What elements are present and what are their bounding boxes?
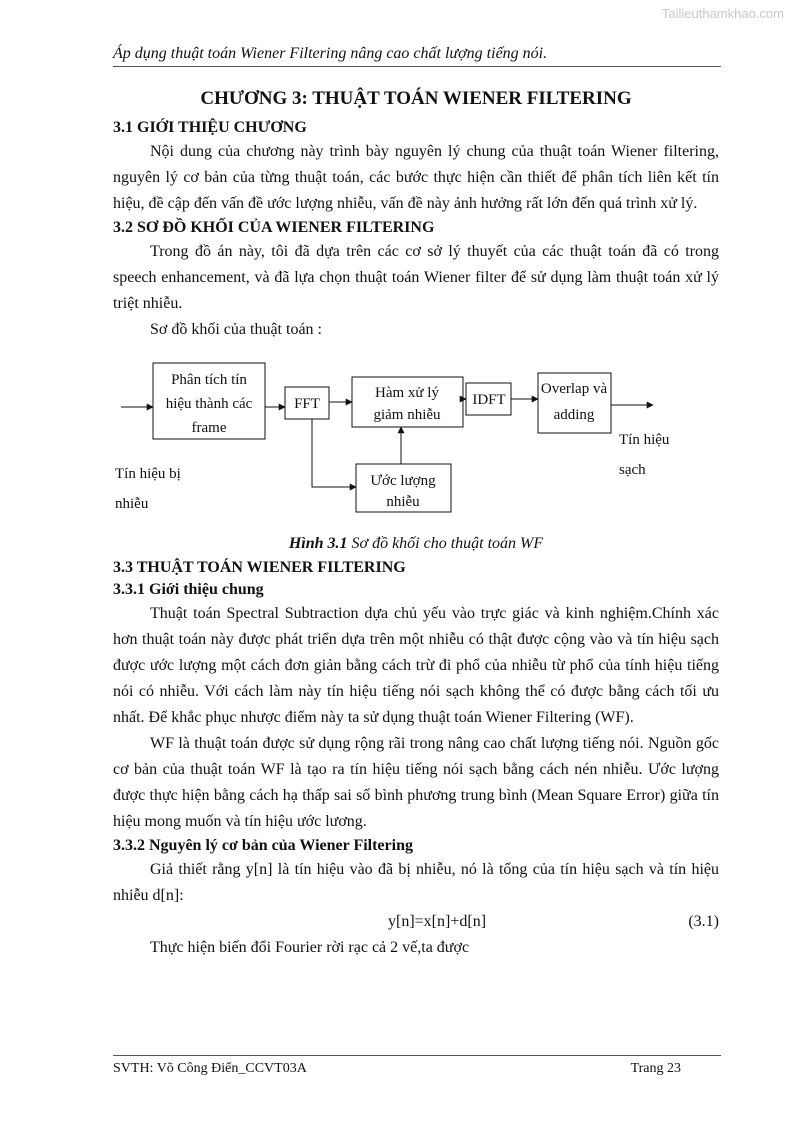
running-header: Áp dụng thuật toán Wiener Filtering nâng cao chất lượng tiếng nói. (113, 45, 721, 67)
estimate-line-1: Ước lượng (370, 473, 436, 489)
paragraph: WF là thuật toán được sử dụng rộng rãi trong nâng cao chất lượng tiếng nói. Nguồn gốc cơ bản của thuật toán WF là tạo ra tín hiệu tiếng nói sạch bằng cách nén nhiễu. Ước lượng được thực hiện bằng cách hạ thấp sai số bình phương trung bình (Mean Square Error) giữa tín hiệu mong muốn và tín hiệu ước lương. (113, 735, 719, 830)
analysis-line-1: Phân tích tín (171, 372, 247, 388)
page-footer (113, 1055, 721, 1077)
input-label-line-2: nhiễu (115, 496, 149, 512)
noise-fn-line-2: giảm nhiễu (373, 407, 441, 423)
paragraph: Thuật toán Spectral Subtraction dựa chủ yếu vào trực giác và kinh nghiệm.Chính xác hơn thuật toán này được phát triển dựa trên một nhiễu có thật được cộng vào và tín hiệu sạch được ước lượng một cách đơn giản bằng cách trừ đi phổ của nhiễu từ phổ của tính hiệu tiếng nói có nhiễu. Với cách làm này tín hiệu tiếng nói sạch không thể có được bằng cách tối ưu nhất. Để khắc phục nhược điểm này ta sử dụng thuật toán Wiener Filtering (WF). (113, 605, 719, 726)
section-3-3-heading: 3.3 THUẬT TOÁN WIENER FILTERING (113, 559, 406, 576)
analysis-line-2: hiệu thành các (165, 396, 253, 412)
arrow-to-estimate (312, 419, 356, 487)
overlap-line-1: Overlap và (540, 381, 608, 397)
section-3-2-heading: 3.2 SƠ ĐỒ KHỐI CỦA WIENER FILTERING (113, 219, 435, 236)
section-3-1-heading: 3.1 GIỚI THIỆU CHƯƠNG (113, 119, 307, 136)
equation-number: (3.1) (688, 913, 719, 930)
paragraph: Giả thiết rằng y[n] là tín hiệu vào đã bị nhiễu, nó là tổng của tín hiệu sạch và tín hiệu nhiễu d[n]: (113, 861, 719, 904)
overlap-line-2: adding (553, 407, 595, 423)
paragraph: Sơ đồ khối của thuật toán : (150, 321, 322, 338)
output-label-line-2: sạch (619, 462, 646, 478)
paragraph: Thực hiện biến đổi Fourier rời rạc cả 2 vế,ta được (150, 939, 470, 956)
analysis-line-3: frame (191, 420, 227, 436)
block-diagram-svg (113, 353, 719, 533)
equation-3-1 (113, 909, 719, 935)
paragraph: Trong đồ án này, tôi đã dựa trên các cơ sở lý thuyết của các thuật toán đã có trong speech enhancement, và đã lựa chọn thuật toán Wiener filter để sử dụng làm thuật toán xử lý triệt nhiễu. (113, 243, 719, 312)
caption-text: Sơ đồ khối cho thuật toán WF (347, 535, 544, 552)
page-number: Trang 23 (630, 1061, 681, 1076)
input-label-line-1: Tín hiệu bị (115, 466, 181, 482)
fft-label: FFT (294, 396, 320, 412)
subsection-3-3-1-heading: 3.3.1 Giới thiệu chung (113, 581, 264, 598)
output-label-line-1: Tín hiệu (619, 432, 670, 448)
page-content (113, 88, 719, 961)
caption-label: Hình 3.1 (288, 535, 348, 552)
noise-fn-line-1: Hàm xử lý (375, 385, 439, 401)
block-diagram (113, 353, 719, 533)
subsection-3-3-2-heading: 3.3.2 Nguyên lý cơ bản của Wiener Filtering (113, 837, 413, 854)
equation-formula: y[n]=x[n]+d[n] (388, 913, 487, 930)
footer-author: SVTH: Võ Công Điển_CCVT03A (113, 1061, 307, 1076)
idft-label: IDFT (472, 392, 506, 408)
chapter-title: CHƯƠNG 3: THUẬT TOÁN WIENER FILTERING (200, 88, 632, 109)
figure-caption (113, 535, 719, 553)
watermark: Tailieuthamkhao.com (661, 6, 784, 21)
estimate-line-2: nhiễu (386, 494, 420, 510)
paragraph: Nội dung của chương này trình bày nguyên lý chung của thuật toán Wiener filtering, nguyên lý cơ bản của từng thuật toán, các bước thực hiện cần thiết để phân tích liên kết tín hiệu, đề cập đến vấn đề ước lượng nhiễu, vấn đề này ảnh hưởng rất lớn đến quá trình xử lý. (113, 143, 719, 212)
